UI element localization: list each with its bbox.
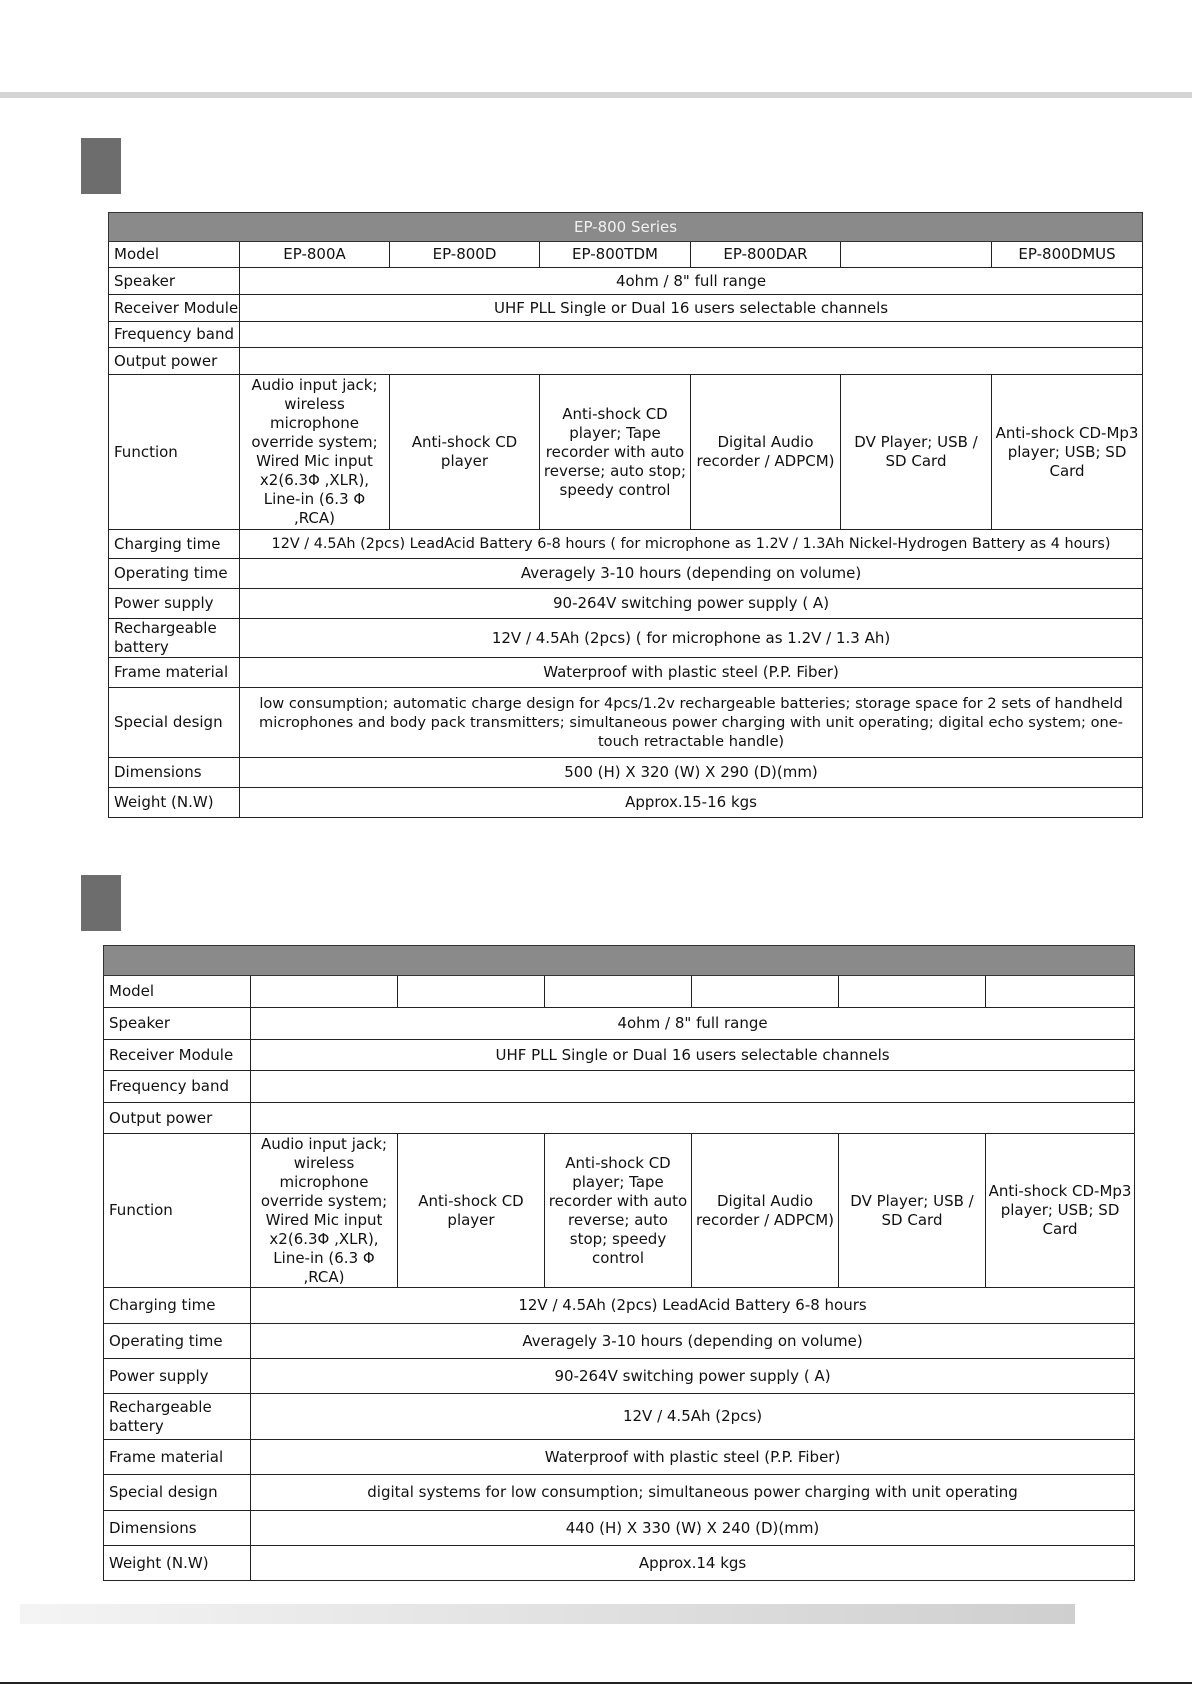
table-row — [104, 1103, 1135, 1134]
row-label-power: Power supply — [109, 589, 240, 619]
row-label-frame: Frame material — [104, 1440, 251, 1475]
table-row — [104, 1546, 1135, 1581]
function-value: Digital Audio recorder / ADPCM) — [692, 1134, 839, 1288]
function-value: Anti-shock CD-Mp3 player; USB; SD Card — [986, 1134, 1135, 1288]
special-value: digital systems for low consumption; simultaneous power charging with unit operating — [251, 1475, 1135, 1511]
speaker-value: 4ohm / 8" full range — [240, 268, 1143, 295]
row-label-operating: Operating time — [104, 1324, 251, 1359]
table-row — [109, 589, 1143, 619]
footer-gradient-band — [20, 1604, 1075, 1624]
model-name — [692, 976, 839, 1008]
table-row — [104, 1288, 1135, 1324]
function-value: Anti-shock CD player; Tape recorder with auto reverse; auto stop; speedy control — [540, 375, 691, 530]
row-label-output: Output power — [109, 348, 240, 375]
table-row — [104, 1008, 1135, 1040]
row-label-battery: Rechargeable battery — [109, 619, 240, 658]
table-row — [109, 242, 1143, 268]
function-value: Digital Audio recorder / ADPCM) — [691, 375, 841, 530]
table-row — [109, 559, 1143, 589]
model-name: EP-800D — [390, 242, 540, 268]
row-label-receiver: Receiver Module — [109, 295, 240, 322]
model-name — [398, 976, 545, 1008]
table-row — [109, 295, 1143, 322]
row-label-weight: Weight (N.W) — [109, 788, 240, 818]
function-value: Anti-shock CD player — [390, 375, 540, 530]
battery-value: 12V / 4.5Ah (2pcs) — [251, 1394, 1135, 1440]
model-name: EP-800TDM — [540, 242, 691, 268]
function-value: Anti-shock CD player; Tape recorder with auto reverse; auto stop; speedy control — [545, 1134, 692, 1288]
function-value: DV Player; USB / SD Card — [839, 1134, 986, 1288]
row-label-special: Special design — [109, 688, 240, 758]
row-label-operating: Operating time — [109, 559, 240, 589]
table-row — [109, 530, 1143, 559]
table-row — [104, 1134, 1135, 1288]
operating-value: Averagely 3-10 hours (depending on volume) — [251, 1324, 1135, 1359]
frequency-value — [240, 322, 1143, 348]
model-name — [251, 976, 398, 1008]
section-marker-2 — [81, 875, 121, 931]
weight-value: Approx.15-16 kgs — [240, 788, 1143, 818]
table-row — [109, 375, 1143, 530]
table-row — [109, 758, 1143, 788]
power-value: 90-264V switching power supply ( A) — [251, 1359, 1135, 1394]
table-title: EP-800 Series — [109, 213, 1143, 242]
frame-value: Waterproof with plastic steel (P.P. Fiber) — [240, 658, 1143, 688]
footer-rule — [0, 1682, 1192, 1684]
model-name — [839, 976, 986, 1008]
table-row — [109, 322, 1143, 348]
row-label-receiver: Receiver Module — [104, 1040, 251, 1071]
frame-value: Waterproof with plastic steel (P.P. Fiber) — [251, 1440, 1135, 1475]
model-name: EP-800DMUS — [992, 242, 1143, 268]
row-label-weight: Weight (N.W) — [104, 1546, 251, 1581]
table-title — [104, 946, 1135, 976]
dimensions-value: 500 (H) X 320 (W) X 290 (D)(mm) — [240, 758, 1143, 788]
table-row — [104, 1040, 1135, 1071]
charging-value: 12V / 4.5Ah (2pcs) LeadAcid Battery 6-8 hours ( for microphone as 1.2V / 1.3Ah Nickel-Hydrogen Battery as 4 hours) — [240, 530, 1143, 559]
table-row — [109, 658, 1143, 688]
table-row — [109, 348, 1143, 375]
model-name — [986, 976, 1135, 1008]
table-row — [104, 1394, 1135, 1440]
power-value: 90-264V switching power supply ( A) — [240, 589, 1143, 619]
table-row — [104, 1511, 1135, 1546]
model-name: EP-800A — [240, 242, 390, 268]
row-label-dimensions: Dimensions — [109, 758, 240, 788]
table-row — [104, 1324, 1135, 1359]
function-value: DV Player; USB / SD Card — [841, 375, 992, 530]
function-value: Audio input jack; wireless microphone override system; Wired Mic input x2(6.3Φ ,XLR), Line-in (6.3 Φ ,RCA) — [251, 1134, 398, 1288]
row-label-output: Output power — [104, 1103, 251, 1134]
row-label-charging: Charging time — [104, 1288, 251, 1324]
dimensions-value: 440 (H) X 330 (W) X 240 (D)(mm) — [251, 1511, 1135, 1546]
table-row — [104, 1359, 1135, 1394]
model-name — [545, 976, 692, 1008]
function-value: Anti-shock CD-Mp3 player; USB; SD Card — [992, 375, 1143, 530]
output-value — [251, 1103, 1135, 1134]
row-label-special: Special design — [104, 1475, 251, 1511]
row-label-function: Function — [104, 1134, 251, 1288]
row-label-function: Function — [109, 375, 240, 530]
row-label-speaker: Speaker — [109, 268, 240, 295]
table-row — [104, 976, 1135, 1008]
second-spec-table — [103, 945, 1135, 1581]
table-row — [104, 1475, 1135, 1511]
row-label-frequency: Frequency band — [109, 322, 240, 348]
row-label-power: Power supply — [104, 1359, 251, 1394]
row-label-dimensions: Dimensions — [104, 1511, 251, 1546]
ep800-spec-table — [108, 212, 1143, 818]
battery-value: 12V / 4.5Ah (2pcs) ( for microphone as 1.2V / 1.3 Ah) — [240, 619, 1143, 658]
section-marker-1 — [81, 138, 121, 194]
row-label-frequency: Frequency band — [104, 1071, 251, 1103]
table-row — [104, 1440, 1135, 1475]
table-row — [109, 619, 1143, 658]
frequency-value — [251, 1071, 1135, 1103]
table-row — [109, 688, 1143, 758]
row-label-battery: Rechargeable battery — [104, 1394, 251, 1440]
model-name: EP-800DAR — [691, 242, 841, 268]
charging-value: 12V / 4.5Ah (2pcs) LeadAcid Battery 6-8 hours — [251, 1288, 1135, 1324]
receiver-value: UHF PLL Single or Dual 16 users selectable channels — [240, 295, 1143, 322]
weight-value: Approx.14 kgs — [251, 1546, 1135, 1581]
model-name — [841, 242, 992, 268]
receiver-value: UHF PLL Single or Dual 16 users selectable channels — [251, 1040, 1135, 1071]
speaker-value: 4ohm / 8" full range — [251, 1008, 1135, 1040]
row-label-model: Model — [104, 976, 251, 1008]
special-value: low consumption; automatic charge design for 4pcs/1.2v rechargeable batteries; storage space for 2 sets of handheld microphones and body pack transmitters; simultaneous power charging with unit operating; digital echo system; one-touch retractable handle) — [240, 688, 1143, 758]
function-value: Audio input jack; wireless microphone override system; Wired Mic input x2(6.3Φ ,XLR), Line-in (6.3 Φ ,RCA) — [240, 375, 390, 530]
table-row — [104, 1071, 1135, 1103]
table-row — [109, 788, 1143, 818]
row-label-frame: Frame material — [109, 658, 240, 688]
row-label-model: Model — [109, 242, 240, 268]
header-rule — [0, 92, 1192, 98]
output-value — [240, 348, 1143, 375]
table-row — [109, 268, 1143, 295]
row-label-speaker: Speaker — [104, 1008, 251, 1040]
function-value: Anti-shock CD player — [398, 1134, 545, 1288]
operating-value: Averagely 3-10 hours (depending on volume) — [240, 559, 1143, 589]
row-label-charging: Charging time — [109, 530, 240, 559]
